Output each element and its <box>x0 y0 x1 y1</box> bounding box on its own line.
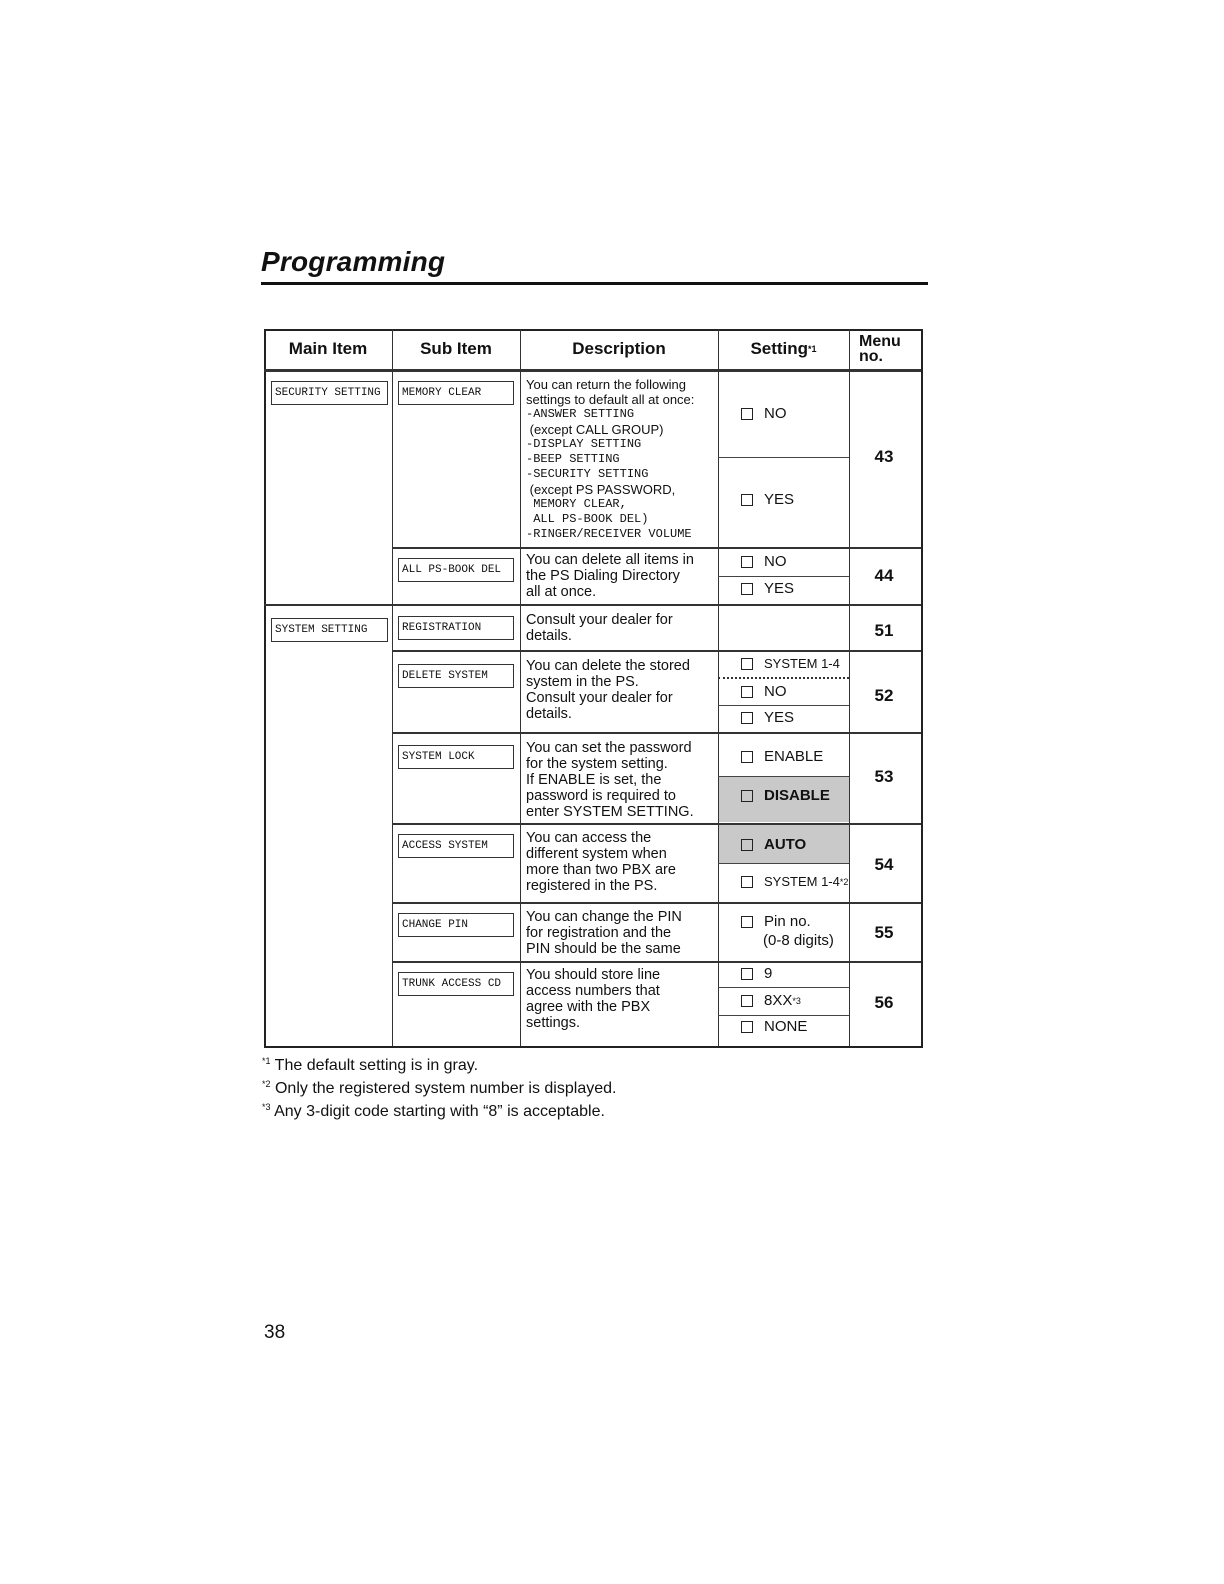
description-line: details. <box>526 706 572 722</box>
description-line: the PS Dialing Directory <box>526 568 680 584</box>
checkbox-icon <box>741 839 753 851</box>
description-line: You should store line <box>526 967 661 983</box>
setting-option-no <box>741 683 787 700</box>
setting-label: Pin no. <box>764 913 811 930</box>
description-line: Consult your dealer for <box>526 612 673 628</box>
description-line: settings to default all at once: <box>526 392 695 407</box>
setting-option-disable-default <box>741 787 830 804</box>
header-rule <box>264 369 921 372</box>
checkbox-icon <box>741 686 753 698</box>
checkbox-icon <box>741 712 753 724</box>
description-line: You can return the following <box>526 377 686 392</box>
setting-divider <box>718 576 849 577</box>
footnote-mark: *1 <box>262 1056 271 1066</box>
checkbox-icon <box>741 583 753 595</box>
setting-label: 8XX <box>764 992 793 1009</box>
description-line: -ANSWER SETTING <box>526 407 635 421</box>
checkbox-icon <box>741 916 753 928</box>
setting-option-system-1-4 <box>741 874 848 889</box>
setting-divider-dashed <box>718 677 849 679</box>
description-line: PIN should be the same <box>526 941 681 957</box>
description-trunk-access-cd <box>526 967 716 1031</box>
description-line: more than two PBX are <box>526 862 676 878</box>
menu-number: 56 <box>874 993 894 1012</box>
description-line: for registration and the <box>526 925 672 941</box>
setting-label: SYSTEM 1-4 <box>764 874 840 889</box>
menu-number: 52 <box>874 686 894 705</box>
page-number: 38 <box>264 1322 286 1343</box>
setting-divider <box>718 776 849 777</box>
setting-divider <box>718 457 849 458</box>
setting-pin-digits: (0-8 digits) <box>763 932 834 949</box>
menu-number: 44 <box>874 566 894 585</box>
footnote-mark: *3 <box>262 1102 271 1112</box>
description-line: enter SYSTEM SETTING. <box>526 804 694 820</box>
setting-option-no <box>741 553 787 570</box>
footnote-text: Any 3-digit code starting with “8” is acceptable. <box>274 1103 605 1120</box>
checkbox-icon <box>741 658 753 670</box>
setting-option-8xx <box>741 992 801 1009</box>
footnote <box>262 1056 478 1075</box>
title-rule <box>261 282 928 285</box>
setting-option-enable <box>741 748 823 765</box>
sub-item-all-ps-book-del: ALL PS-BOOK DEL <box>398 558 514 582</box>
setting-divider <box>718 987 849 988</box>
main-item-system-setting: SYSTEM SETTING <box>271 618 388 642</box>
sub-item-registration: REGISTRATION <box>398 616 514 640</box>
row-rule <box>392 902 921 904</box>
description-line: You can set the password <box>526 740 692 756</box>
sub-item-trunk-access-cd: TRUNK ACCESS CD <box>398 972 514 996</box>
menu-number: 55 <box>874 923 894 942</box>
footnote-text: Only the registered system number is displayed. <box>274 1080 617 1097</box>
description-line: system in the PS. <box>526 674 639 690</box>
setting-option-auto-default <box>741 836 806 853</box>
checkbox-icon <box>741 968 753 980</box>
description-line: (except CALL GROUP) <box>526 422 664 437</box>
sub-item-access-system: ACCESS SYSTEM <box>398 834 514 858</box>
checkbox-icon <box>741 556 753 568</box>
setting-option-system-1-4 <box>741 656 840 671</box>
setting-option-yes <box>741 491 794 508</box>
setting-label: DISABLE <box>764 787 830 804</box>
setting-option-pin-no <box>741 913 811 930</box>
row-rule <box>264 604 921 606</box>
description-delete-system <box>526 658 716 722</box>
sub-item-delete-system: DELETE SYSTEM <box>398 664 514 688</box>
setting-label: AUTO <box>764 836 807 853</box>
main-item-security-setting: SECURITY SETTING <box>271 381 388 405</box>
header-setting-label: Setting <box>750 339 809 358</box>
checkbox-icon <box>741 494 753 506</box>
description-line: all at once. <box>526 584 597 600</box>
description-all-ps-book-del <box>526 552 716 600</box>
menu-number: 51 <box>874 621 894 640</box>
description-line: different system when <box>526 846 667 862</box>
setting-label: SYSTEM 1-4 <box>764 656 840 671</box>
setting-divider <box>718 1015 849 1016</box>
description-line: You can delete all items in <box>526 552 694 568</box>
setting-option-none <box>741 1018 807 1035</box>
setting-label: 9 <box>764 965 773 982</box>
header-menu-no: Menu no. <box>859 333 901 365</box>
footnote <box>262 1102 605 1121</box>
header-setting-footnote-mark: *1 <box>808 344 817 354</box>
description-line: You can change the PIN <box>526 909 682 925</box>
description-line: -DISPLAY SETTING <box>526 437 642 451</box>
description-line: for the system setting. <box>526 756 668 772</box>
description-registration <box>526 612 716 644</box>
description-line: You can access the <box>526 830 652 846</box>
description-line: (except PS PASSWORD, <box>526 482 676 497</box>
header-description: Description <box>572 339 666 358</box>
description-access-system <box>526 830 716 894</box>
setting-label: NONE <box>764 1018 808 1035</box>
row-rule <box>392 823 921 825</box>
setting-option-9 <box>741 965 772 982</box>
row-rule <box>392 547 921 549</box>
description-line: Consult your dealer for <box>526 690 673 706</box>
setting-label: NO <box>764 405 787 422</box>
menu-number: 54 <box>874 855 894 874</box>
checkbox-icon <box>741 790 753 802</box>
description-line: ALL PS-BOOK DEL) <box>526 512 649 526</box>
row-rule <box>392 961 921 963</box>
setting-option-yes <box>741 580 794 597</box>
setting-label: NO <box>764 683 787 700</box>
col-divider <box>520 329 521 1046</box>
footnote-mark: *3 <box>792 995 801 1006</box>
sub-item-change-pin: CHANGE PIN <box>398 913 514 937</box>
footnote-mark: *2 <box>262 1079 271 1089</box>
menu-number: 43 <box>874 447 894 466</box>
checkbox-icon <box>741 408 753 420</box>
setting-label: YES <box>764 580 795 597</box>
header-sub-item: Sub Item <box>420 339 492 358</box>
row-rule <box>392 650 921 652</box>
setting-option-yes <box>741 709 794 726</box>
checkbox-icon <box>741 1021 753 1033</box>
setting-label: YES <box>764 709 795 726</box>
footnote-text: The default setting is in gray. <box>274 1057 479 1074</box>
page-title: Programming <box>261 246 446 277</box>
description-line: password is required to <box>526 788 676 804</box>
description-line: access numbers that <box>526 983 660 999</box>
sub-item-system-lock: SYSTEM LOCK <box>398 745 514 769</box>
description-line: registered in the PS. <box>526 878 658 894</box>
description-line: You can delete the stored <box>526 658 690 674</box>
description-line: If ENABLE is set, the <box>526 772 662 788</box>
description-line: MEMORY CLEAR, <box>526 497 627 511</box>
checkbox-icon <box>741 876 753 888</box>
col-divider <box>392 329 393 1046</box>
checkbox-icon <box>741 751 753 763</box>
setting-label: NO <box>764 553 787 570</box>
setting-divider <box>718 705 849 706</box>
checkbox-icon <box>741 995 753 1007</box>
setting-label: ENABLE <box>764 748 824 765</box>
sub-item-memory-clear: MEMORY CLEAR <box>398 381 514 405</box>
description-memory-clear <box>526 377 716 542</box>
description-line: agree with the PBX <box>526 999 651 1015</box>
footnote <box>262 1079 616 1098</box>
setting-divider <box>718 863 849 864</box>
setting-label: YES <box>764 491 795 508</box>
footnote-mark: *2 <box>839 876 849 887</box>
row-rule <box>392 732 921 734</box>
description-line: details. <box>526 628 572 644</box>
header-main-item: Main Item <box>288 339 368 358</box>
description-change-pin <box>526 909 716 957</box>
programming-table <box>264 329 921 1046</box>
description-line: -SECURITY SETTING <box>526 467 649 481</box>
menu-number: 53 <box>874 767 894 786</box>
description-line: settings. <box>526 1015 580 1031</box>
description-system-lock <box>526 740 716 820</box>
setting-option-no <box>741 405 787 422</box>
description-line: -BEEP SETTING <box>526 452 620 466</box>
col-divider <box>718 329 719 1046</box>
description-line: -RINGER/RECEIVER VOLUME <box>526 527 692 541</box>
header-setting <box>718 329 849 369</box>
